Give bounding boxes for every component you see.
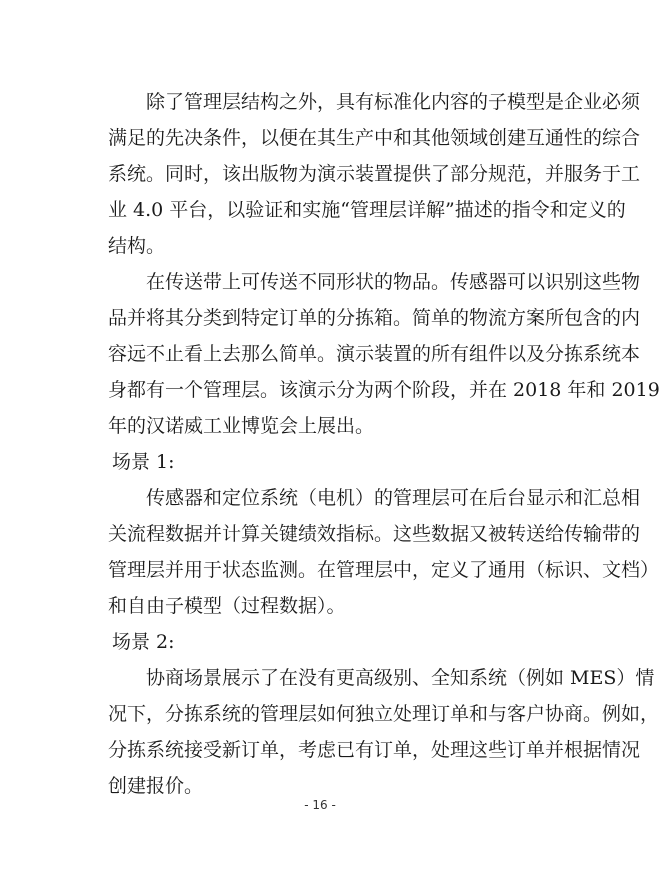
paragraph-conveyor [108,264,660,444]
text-line: 创建报价。 [108,775,204,797]
text-line: 容远不止看上去那么简单。演示装置的所有组件以及分拣系统本 [108,343,641,365]
document-body [108,84,660,804]
text-line: 和自由子模型（过程数据）。 [108,595,346,617]
section-heading: 场景 2: [112,631,175,653]
text-line: 业 4.0 平台，以验证和实施“管理层详解”描述的指令和定义的 [108,199,626,221]
text-line: 满足的先决条件，以便在其生产中和其他领域创建互通性的综合 [108,127,641,149]
text-line: 管理层并用于状态监测。在管理层中，定义了通用（标识、文档） [108,559,660,581]
text-line: 协商场景展示了在没有更高级别、全知系统（例如 MES）情 [108,667,655,689]
paragraph-intro [108,84,641,264]
text-line: 品并将其分类到特定订单的分拣箱。简单的物流方案所包含的内 [108,307,641,329]
section-scenario-2 [108,624,660,804]
text-line: 况下，分拣系统的管理层如何独立处理订单和与客户协商。例如， [108,703,660,725]
text-line: 结构。 [108,235,166,257]
section-scenario-1 [108,444,660,624]
text-line: 在传送带上可传送不同形状的物品。传感器可以识别这些物 [108,271,641,293]
text-line: 身都有一个管理层。该演示分为两个阶段，并在 2018 年和 2019 [108,379,660,401]
section-heading: 场景 1: [112,451,175,473]
text-line: 年的汉诺威工业博览会上展出。 [108,415,375,437]
text-line: 系统。同时，该出版物为演示装置提供了部分规范，并服务于工 [108,163,641,185]
text-line: 分拣系统接受新订单，考虑已有订单，处理这些订单并根据情况 [108,739,641,761]
text-line: 除了管理层结构之外，具有标准化内容的子模型是企业必须 [108,91,641,113]
text-line: 传感器和定位系统（电机）的管理层可在后台显示和汇总相 [108,487,641,509]
page-number: - 16 - [304,798,336,812]
text-line: 关流程数据并计算关键绩效指标。这些数据又被转送给传输带的 [108,523,641,545]
